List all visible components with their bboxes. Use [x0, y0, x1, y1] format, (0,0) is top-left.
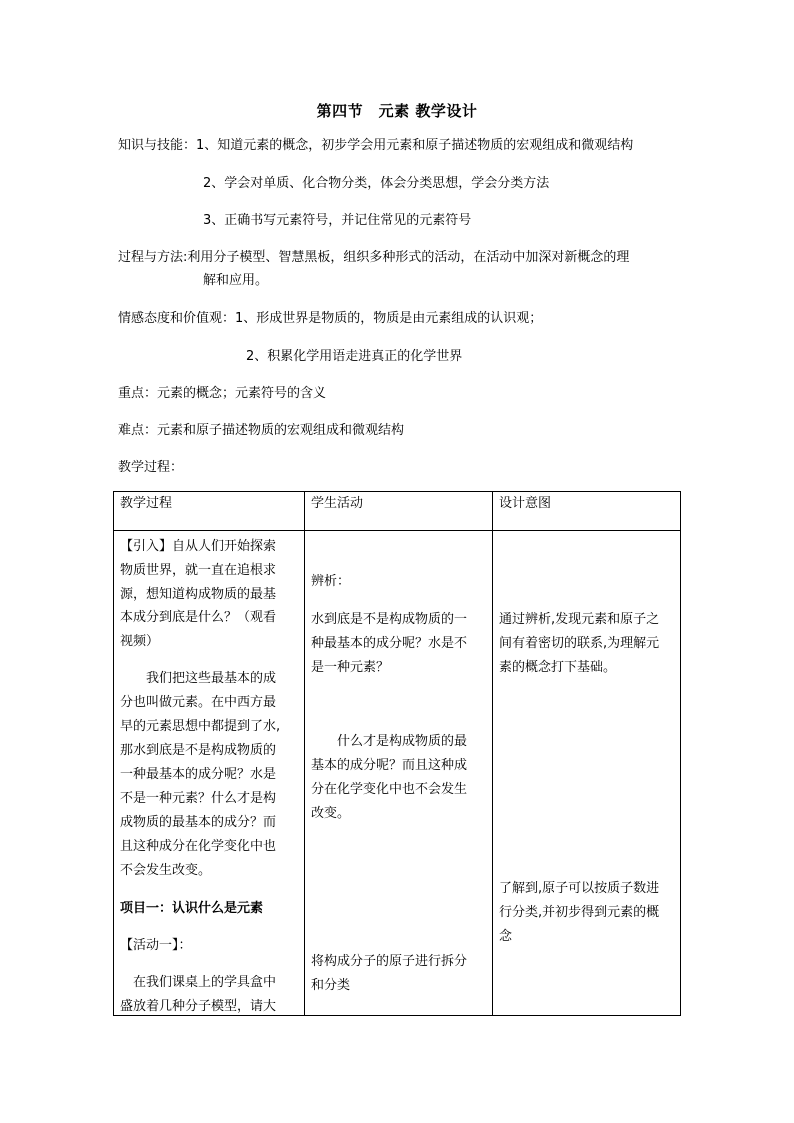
teaching-process-cell	[114, 531, 305, 1016]
split-atoms-line-2: 和分类	[311, 978, 351, 993]
student-activity-cell	[305, 531, 493, 1016]
element-para-line-9: 不会发生改变。	[120, 863, 212, 878]
intent-1-line-2: 间有着密切的联系,为理解元	[499, 636, 660, 651]
table-row	[114, 531, 681, 1016]
project-one-heading: 项目一：认识什么是元素	[120, 901, 264, 916]
question-1-line-3: 是一种元素？	[311, 660, 390, 675]
process-label: 过程与方法:	[118, 250, 188, 265]
emotion-label: 情感态度和价值观：	[118, 311, 236, 326]
intent-2-line-3: 念	[499, 929, 513, 944]
table-header-row	[114, 492, 681, 531]
teaching-process-heading: 教学过程：	[118, 460, 184, 475]
process-text-2: 解和应用。	[203, 273, 269, 288]
question-1-line-1: 水到底是不是构成物质的一	[311, 612, 468, 627]
key-point: 重点：元素的概念；元素符号的含义	[118, 386, 327, 401]
element-para-line-2: 分也叫做元素。在中西方最	[120, 695, 277, 710]
activity-text-line-1: 在我们课桌上的学具盒中	[120, 975, 277, 990]
element-para-line-4: 那水到底是不是构成物质的	[120, 743, 277, 758]
emotion-objective-1	[118, 310, 542, 328]
question-1-line-2: 种最基本的成分呢？水是不	[311, 636, 468, 651]
analysis-label: 辨析：	[311, 574, 351, 589]
intro-line-2: 物质世界，就一直在追根求	[120, 563, 277, 578]
intent-1-line-1: 通过辨析,发现元素和原子之	[499, 612, 660, 627]
document-title: 第四节 元素 教学设计	[316, 102, 478, 120]
design-intent-cell	[493, 531, 681, 1016]
split-atoms-line-1: 将构成分子的原子进行拆分	[311, 954, 468, 969]
header-teaching-process: 教学过程	[114, 492, 305, 531]
question-2-line-2: 基本的成分呢？而且这种成	[311, 758, 468, 773]
difficulty-point: 难点：元素和原子描述物质的宏观组成和微观结构	[118, 423, 405, 438]
knowledge-item-2: 2、学会对单质、化合物分类，体会分类思想，学会分类方法	[203, 176, 550, 191]
knowledge-item-1: 1、知道元素的概念，初步学会用元素和原子描述物质的宏观组成和微观结构	[196, 138, 634, 153]
lesson-table	[113, 491, 681, 1016]
intent-2-line-2: 行分类,并初步得到元素的概	[499, 905, 660, 920]
element-para-line-1: 我们把这些最基本的成	[120, 671, 277, 686]
intro-line-1: 【引入】自从人们开始探索	[120, 539, 277, 554]
element-para-line-3: 早的元素思想中都提到了水,	[120, 719, 281, 734]
intent-1-line-3: 素的概念打下基础。	[499, 660, 617, 675]
element-para-line-6: 不是一种元素？什么才是构	[120, 791, 277, 806]
element-para-line-5: 一种最基本的成分呢？水是	[120, 767, 277, 782]
process-text-1: 利用分子模型、智慧黑板，组织多种形式的活动，在活动中加深对新概念的理	[187, 250, 630, 265]
intro-line-5: 视频）	[120, 634, 160, 649]
header-student-activity: 学生活动	[305, 492, 493, 531]
emotion-item-1: 1、形成世界是物质的，物质是由元素组成的认识观；	[235, 311, 543, 326]
process-method-line-1	[118, 249, 629, 267]
activity-one-heading: 【活动一】：	[120, 938, 192, 953]
header-design-intent: 设计意图	[493, 492, 681, 531]
knowledge-item-3: 3、正确书写元素符号，并记住常见的元素符号	[203, 213, 472, 228]
element-para-line-8: 且这种成分在化学变化中也	[120, 839, 277, 854]
activity-text-line-2: 盛放着几种分子模型，请大	[120, 999, 277, 1014]
intro-line-4: 本成分到底是什么？（观看	[120, 610, 277, 625]
question-2-line-3: 分在化学变化中也不会发生	[311, 782, 468, 797]
intent-2-line-1: 了解到,原子可以按质子数进	[499, 881, 660, 896]
intro-line-3: 源，想知道构成物质的最基	[120, 587, 277, 602]
knowledge-label: 知识与技能：	[118, 138, 197, 153]
question-2-line-4: 改变。	[311, 806, 351, 821]
knowledge-objective-1	[118, 137, 633, 155]
emotion-item-2: 2、积累化学用语走进真正的化学世界	[246, 349, 463, 364]
question-2-line-1: 什么才是构成物质的最	[311, 734, 468, 749]
element-para-line-7: 成物质的最基本的成分？而	[120, 815, 277, 830]
